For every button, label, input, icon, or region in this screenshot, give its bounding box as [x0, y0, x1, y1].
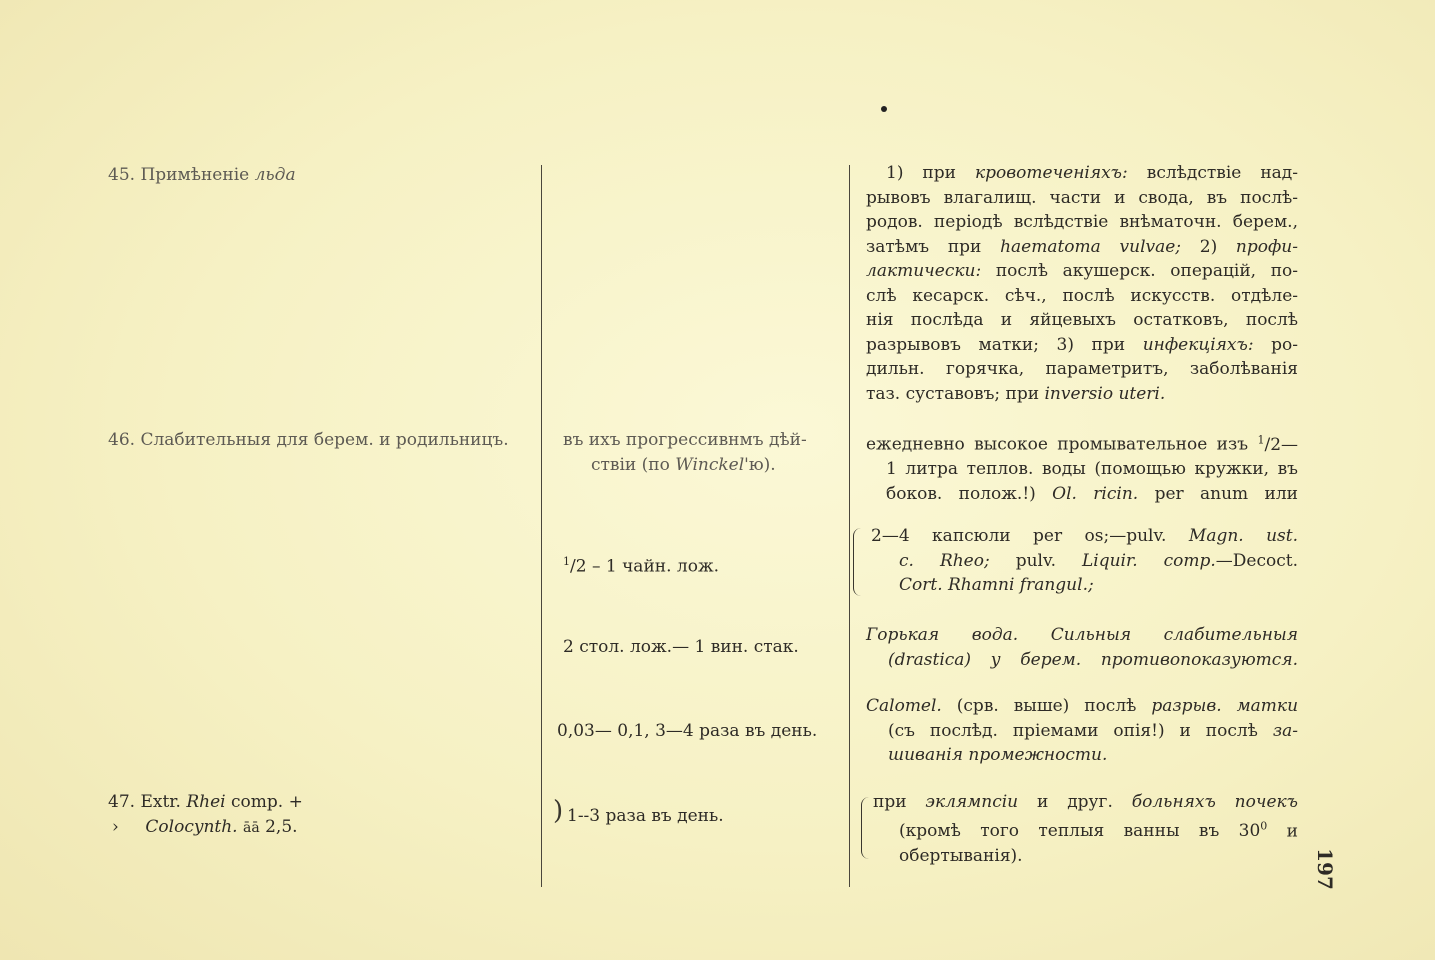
line: (drastica) у берем. противопоказуются.	[888, 649, 1298, 670]
entry-47	[108, 790, 303, 840]
line	[873, 815, 1298, 844]
text: при	[873, 792, 907, 812]
text: 'ю).	[744, 454, 776, 475]
text: и	[1286, 821, 1299, 842]
line: Cort. Rhamni frangul.;	[899, 575, 1094, 595]
line	[866, 428, 1298, 457]
line: рывовъ влагалищ. части и свода, въ послѣ-	[866, 187, 1298, 208]
text: 2—4 капсюли per os;—pulv.	[871, 526, 1167, 546]
col3-para-6	[873, 790, 1298, 868]
winckel-text: Winckel	[675, 454, 745, 475]
entry-46	[108, 428, 509, 453]
line	[866, 161, 1298, 186]
text: разрывовъ матки; 3) при	[866, 334, 1126, 355]
line: дильн. горячка, параметритъ, заболѣванія	[866, 359, 1298, 379]
extr-text: Extr.	[140, 792, 181, 812]
colocynth-text: Colocynth.	[145, 816, 238, 837]
col2-row-1-line-2	[563, 453, 807, 478]
line	[866, 333, 1298, 358]
italic-text: разрыв. матки	[1151, 696, 1299, 716]
entry-number: 47.	[108, 792, 136, 812]
line: шиванія промежности.	[888, 745, 1108, 765]
ana-text: āā	[242, 819, 260, 836]
italic-text: за-	[1272, 720, 1299, 741]
line	[871, 524, 1298, 549]
col3-para-4	[866, 623, 1298, 672]
fraction-num: 1	[1257, 433, 1265, 446]
text: боков. полож.!)	[886, 483, 1036, 504]
col3-para-2	[866, 428, 1298, 506]
text: 1) при	[886, 163, 956, 183]
brace-left	[861, 797, 870, 859]
italic-text: кровотеченіяхъ:	[974, 163, 1128, 183]
italic-text: Calomel.	[866, 696, 942, 716]
dose-text: 2,5.	[265, 816, 298, 837]
col2-row-2	[563, 550, 719, 579]
text: (срв. выше) послѣ	[956, 696, 1137, 716]
line	[866, 382, 1298, 407]
ink-dot	[881, 106, 887, 112]
col3-para-5	[866, 694, 1298, 768]
line	[866, 719, 1298, 744]
line	[866, 482, 1298, 507]
italic-text: эклямпсіи	[925, 792, 1019, 812]
col2-row-4: 0,03— 0,1, 3—4 раза въ день.	[557, 721, 818, 741]
line	[866, 694, 1298, 719]
rhei-text: Rhei	[186, 792, 226, 812]
comp-text: comp. +	[231, 792, 303, 812]
dose-text: /2 – 1 чайн. лож.	[570, 556, 719, 577]
brace-left	[853, 528, 864, 596]
italic-text: инфекціяхъ:	[1142, 334, 1254, 355]
col2-row-5: 1--3 раза въ день.	[567, 806, 724, 826]
degree: 0	[1260, 819, 1268, 833]
text: 2)	[1199, 236, 1218, 257]
italic-text: профи-	[1235, 236, 1298, 257]
entry-47-line-1	[108, 790, 303, 815]
line: Горькая вода. Сильныя слабительныя	[866, 625, 1298, 645]
entry-number: 45.	[108, 165, 136, 185]
text: pulv.	[1015, 550, 1056, 571]
text: и друг.	[1037, 792, 1113, 812]
text: (кромѣ того теплыя ванны въ 30	[899, 821, 1261, 842]
text: ро-	[1271, 334, 1299, 355]
line: 1 литра теплов. воды (помощью кружки, въ	[886, 459, 1298, 480]
col3-para-1	[866, 161, 1298, 406]
entry-label: Слабительныя для берем. и родильницъ.	[140, 430, 509, 450]
italic-text: c.	[899, 550, 914, 571]
text: затѣмъ при	[866, 236, 982, 257]
entry-45	[108, 163, 296, 188]
line	[871, 549, 1298, 574]
entry-label-italic: льда	[254, 165, 296, 185]
line: обертыванія).	[899, 845, 1023, 866]
italic-text: Ol. ricin.	[1052, 483, 1139, 504]
line: нія послѣда и яйцевыхъ остатковъ, послѣ	[866, 310, 1298, 330]
italic-text: лактически:	[866, 261, 982, 281]
italic-text: inversio uteri.	[1044, 383, 1166, 404]
line: слѣ кесарск. сѣч., послѣ искусств. отдѣле-	[866, 285, 1298, 306]
entry-47-line-2: › Colocynth. āā 2,5.	[112, 816, 298, 837]
text: (съ послѣд. пріемами опія!) и послѣ	[888, 720, 1258, 741]
line: родов. періодѣ вслѣдствіе внѣматочн. берем.,	[866, 212, 1298, 232]
italic-text: Liquir. comp.	[1081, 550, 1216, 571]
text: таз. суставовъ; при	[866, 383, 1040, 404]
line	[866, 259, 1298, 284]
col3-para-3	[871, 524, 1298, 598]
col2-row-3: 2 стол. лож.— 1 вин. стак.	[563, 637, 799, 657]
text: послѣ акушерск. операцій, по-	[995, 261, 1299, 281]
fraction-num: 1	[563, 555, 570, 568]
text: ежедневно высокое промывательное изъ	[866, 434, 1249, 455]
column-rule-1	[541, 165, 542, 887]
column-rule-2	[849, 165, 850, 887]
line	[866, 235, 1298, 260]
col2-row-1	[563, 428, 807, 477]
italic-text: haematoma vulvae;	[1000, 236, 1182, 257]
bracket: )	[553, 796, 564, 826]
text: —Decoct.	[1215, 550, 1298, 571]
italic-text: Rheo;	[939, 550, 990, 571]
italic-text: Magn. ust.	[1188, 526, 1299, 546]
text: per anum или	[1154, 483, 1298, 504]
text: вслѣдствіе над-	[1146, 163, 1299, 183]
line	[873, 790, 1298, 815]
entry-label: Примѣненіе	[140, 165, 250, 185]
col2-row-1-line-1: въ ихъ прогрессивнмъ дѣй-	[563, 430, 807, 450]
entry-number: 46.	[108, 430, 136, 450]
italic-text: больняхъ почекъ	[1131, 792, 1298, 812]
text: ствіи (по	[591, 454, 670, 475]
text: /2—	[1264, 434, 1299, 455]
page-number-label: 197	[1312, 848, 1337, 890]
